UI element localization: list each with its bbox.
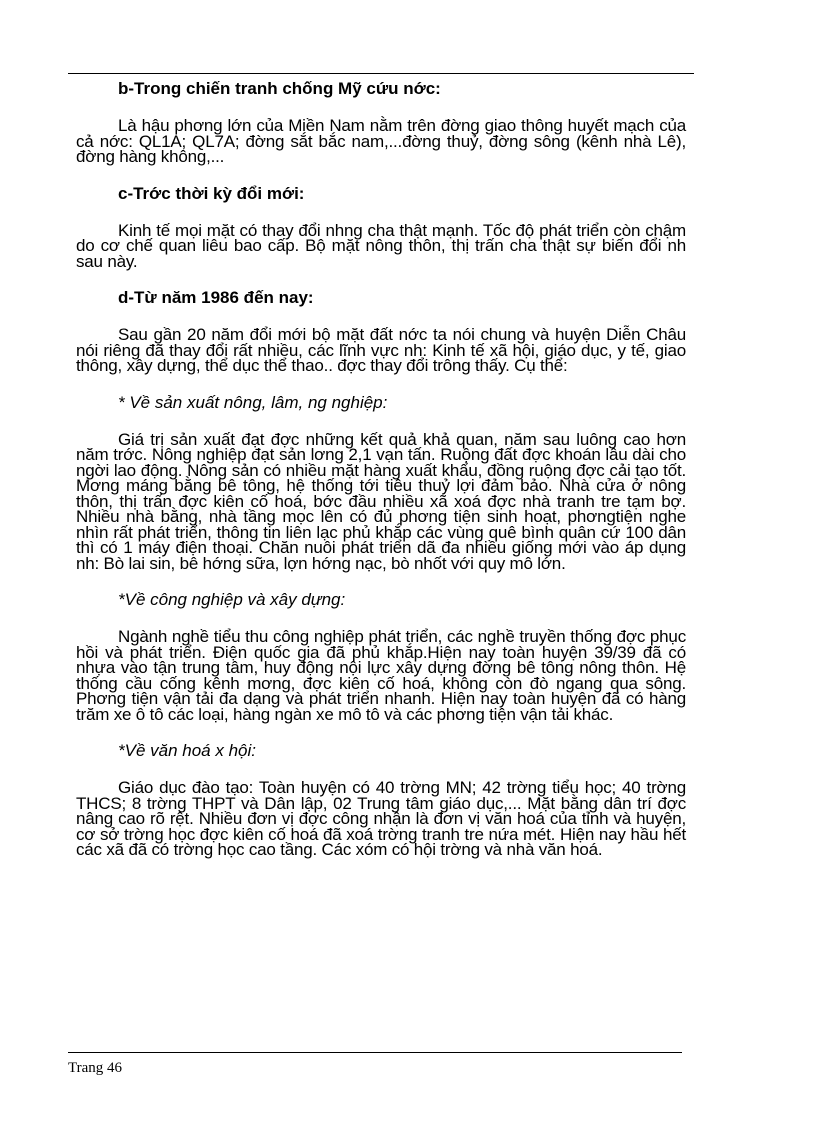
footer-rule [68,1052,682,1053]
header-rule [68,73,694,74]
page-number: Trang 46 [68,1060,123,1076]
subsection-heading-industry: *Về công nghiệp và xây dựng: [118,590,346,609]
paragraph: Là hậu phơng lớn của Miền Nam nằm trên đờng giao thông huyết mạch của cả nớc: QL1A; QL7A; đờng sắt bắc nam,...đờng thuỷ, đờng sông (kênh nhà Lê), đờng hàng không,... [76,116,686,166]
paragraph: Kinh tế mọi mặt có thay đổi nhng cha thật mạnh. Tốc độ phát triển còn chậm do cơ chế quan liêu bao cấp. Bộ mặt nông thôn, thị trấn cha thật sự biến đổi nh sau này. [76,220,686,271]
paragraph: Giá trị sản xuất đạt đợc những kết quả khả quan, năm sau luông cao hơn năm trớc. Nông nghiệp đạt sản lơng 2,1 vạn tấn. Ruộng đất đợc khoán lâu dài cho ngời lao động. Nông sản có nhiều mặt hàng xuất khẩu, đồng ruộng đợc cải tạo tốt. Mơng máng bằng bê tông, hệ thống tới tiêu thuỷ lợi đảm bảo. Nhà cửa ở nông thôn, thị trấn đợc kiên cố hoá, bớc đầu nhiều xã xoá đợc nhà tranh tre tạm bợ. Nhiều nhà bằng, nhà tầng mọc lên có đủ phơng tiện sinh hoạt, phơngtiện nghe nhìn rất phát triển, thông tin liên lạc phủ khắp các vùng quê bình quân cứ 100 dân thì có 1 máy điện thoại. Chăn nuôi phát triển dã đa nhiều giống mới vào áp dụng nh: Bò lai sin, bê hớng sữa, lợn hớng nạc, bò nhốt với quy mô lớn. [76,429,686,573]
subsection-heading-agriculture: * Về sản xuất nông, lâm, ng nghiệp: [118,392,388,412]
section-heading-d: d-Từ năm 1986 đến nay: [118,288,314,307]
section-heading-c: c-Trớc thời kỳ đổi mới: [118,183,305,203]
paragraph: Ngành nghề tiểu thu công nghiệp phát triển, các nghề truyền thống đợc phục hồi và phát triển. Điện quốc gia đã phủ khắp.Hiện nay toàn huyện 39/39 đã có nhựa vào tận trung tâm, huy động nội lực xây dựng đờng bê tông nông thôn. Hệ thống cầu cống kênh mơng, đợc kiên cố hoá, không còn đò ngang qua sông. Phơng tiện vận tải đa dạng và phát triển nhanh. Hiện nay toàn huyện đã có hàng trăm xe ô tô các loại, hàng ngàn xe mô tô và các phơng tiện vận tải khác. [76,627,686,724]
section-heading-b: b-Trong chiến tranh chống Mỹ cứu nớc: [118,79,441,98]
document-body [76,78,686,876]
paragraph: Sau gần 20 năm đổi mới bộ mặt đất nớc ta nói chung và huyện Diễn Châu nói riêng đã thay đổi rất nhiều, các lĩnh vực nh: Kinh tế xã hội, giáo dục, y tế, giao thông, xây dựng, thể dục thể thao.. đợc thay đổi trông thấy. Cụ thể: [76,325,686,375]
subsection-heading-culture: *Về văn hoá x hội: [118,741,256,760]
paragraph: Giáo dục đào tạo: Toàn huyện có 40 trờng MN; 42 trờng tiểu học; 40 trờng THCS; 8 trờng THPT và Dân lập, 02 Trung tâm giáo dục,... Mặt bằng dân trí đợc nâng cao rõ rệt. Nhiều đơn vị đợc công nhận là đơn vị văn hoá của tỉnh và huyện, cơ sở trờng học đợc kiên cố hoá đã xoá trờng tranh tre nứa mét. Hiện nay hầu hết các xã đã có trờng học cao tầng. Các xóm có hội trờng và nhà văn hoá. [76,778,686,859]
